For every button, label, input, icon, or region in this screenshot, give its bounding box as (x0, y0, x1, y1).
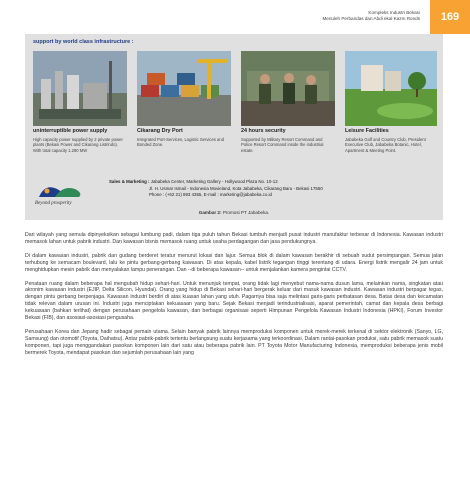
figure-caption-text: Promosi PT Jababeka. (222, 210, 270, 215)
paragraph-1: Dari wilayah yang semula dipinyeksikan sebagai lumbung padi, dalam tiga puluh tahun Bekasi tumbuh menjadi pusat industri manufaktur terbesar di Indonesia. Kawasan industri memasok lahan untuk pabrik industri. Dan kawasan bisnis memasok ruang untuk usaha perdagangan dan jasa pendukungnya. (25, 232, 443, 245)
dry-port-photo (137, 51, 231, 126)
figure-caption-label: Gambar 2: (198, 210, 222, 215)
item-4-title: Leisure Facilities (345, 128, 389, 134)
power-plant-photo (33, 51, 127, 126)
paragraph-4: Perusahaan Korea dan Jepang hadir sebagai pemain utama. Selain banyak pabrik lainnya memproduksi komponen untuk merek-merek terkenal di sektor elektronik (Sanyo, LG, Samsung) dan otomotif (Toyota, Daihatsu). Antar pabrik-pabrik tertentu berlangsung suatu kerjasama yang terkoordinasi. Dalam rantai-pasokan produksi, satu pabrik memasok suatu komponen, tapi juga menggandakan pasokan komponen lain dari satu atau beberapa pabrik lain. PT Toyota Motor Manufacturing Indonesia, memproduksi beberapa jenis mobil bermerek Toyota, mendapat pasokan dan sejumlah perusahaan lain yang (25, 328, 443, 356)
item-2-title: Cikarang Dry Port (137, 128, 183, 134)
contact-label: Sales & Marketing : (109, 179, 150, 184)
security-photo (241, 51, 335, 126)
jababeka-logo-icon (35, 181, 87, 201)
item-3-desc: Supported by Military Resort Command and Police Resort Command inside the industrial estate. (241, 137, 324, 153)
item-1-desc: High capacity power supplied by 2 private power plants (Bekasi Power and Cikarang Listrindo). With total capacity 1.280 MW (33, 137, 123, 153)
running-head-subtitle: Menuleh Perbandas dan Abdi ekal Kazm Ronds (322, 16, 420, 21)
promo-figure (25, 34, 443, 220)
contact-address-1: Jababeka Center, Marketing Gallery - Hollywood Plaza No. 10-12 (150, 179, 278, 184)
item-2-desc: Integrated Port-Services, Logistic Services and Bonded Zone. (137, 137, 225, 148)
contact-address-2: Jl. H. Usmar Ismail - Indonesia Movieland, Kota Jababeka, Cikarang Baru - Bekasi 17550 (149, 185, 323, 191)
running-head-title: Kompleks Industri Bekasi (368, 10, 420, 15)
logo-tagline: Beyond prosperity (35, 201, 72, 206)
figure-caption (25, 210, 443, 215)
running-head (322, 10, 420, 22)
support-title: support by world class infrastructure : (33, 39, 134, 45)
page-number: 169 (430, 0, 470, 34)
paragraph-3: Penataan ruang dalam beberapa hal mengubah hidup sehari-hari. Untuk menunjuk tempat, orang tidak lagi menyebut nama-nama dusun lama, melainkan nama, singkatan atau akronim kawasan industri (EJIP, Delta Silicon, Hyundai). Orang yang hidup di Bekasi sehari-hari bergerak keluar dari masuk kawasan industri. Kawasan industri berpagar tegas, dengan pintu gerbang berpenjaga. Kawasan industri berdiri di atas kuasan lahan yang utuh. Pagarnya bisa saja melintasi garis-garis perbatasan desa. Batas desa dan kecamatan tidak relevan dalam urusan ini. Industri juga menciptakan kekuasaan yang baru. Sejak Bekasi menjadi terindustrialisasi, aparat pemerintah, camat dan kepala desa berbagi kekuasaan (bahkan terlihat) dengan perusahaan pengelola kawasan, dan berbagai organisasi seperti Himpunan Pengelola Kawasan Industri Indonesia (HPKI), Forum Investor Bekasi (FIB), dan asosiasi-asosiasi pengusaha. (25, 280, 443, 322)
item-4-desc: Jababeka Golf and Country Club, President Executive Club, Jababeka Botanic, Hotel, Apartment & Meeting Point. (345, 137, 426, 153)
paragraph-2: Di dalam kawasan industri, pabrik dan gudang berderet teratur menurut lokasi dan lajur. Semua blok di dalam kawasan berakhir di sebuah sudut persimpangan. Semua jalan terhubung ke semacam boulevard, lalu ke pintu gerbang-gerbang kawasan. Di atas kepala, kabel listrik tegangan tinggi terentang di udara. Energi listrik mengalir 24 jam untuk menghidupkan mesin pabrik dan menyalakan lampu penerangan. Dan --di beberapa kawasan-- untuk menjalankan kamera pengintai CCTV. (25, 252, 443, 273)
body-text (25, 232, 443, 364)
contact-phone-email: Phone : (+62 21) 893 4355, E-mail : marketing@jababeka.co.id (149, 192, 272, 198)
item-3-title: 24 hours security (241, 128, 286, 134)
leisure-photo (345, 51, 437, 126)
contact-block (109, 179, 323, 199)
item-1-title: uninterruptible power supply (33, 128, 108, 134)
